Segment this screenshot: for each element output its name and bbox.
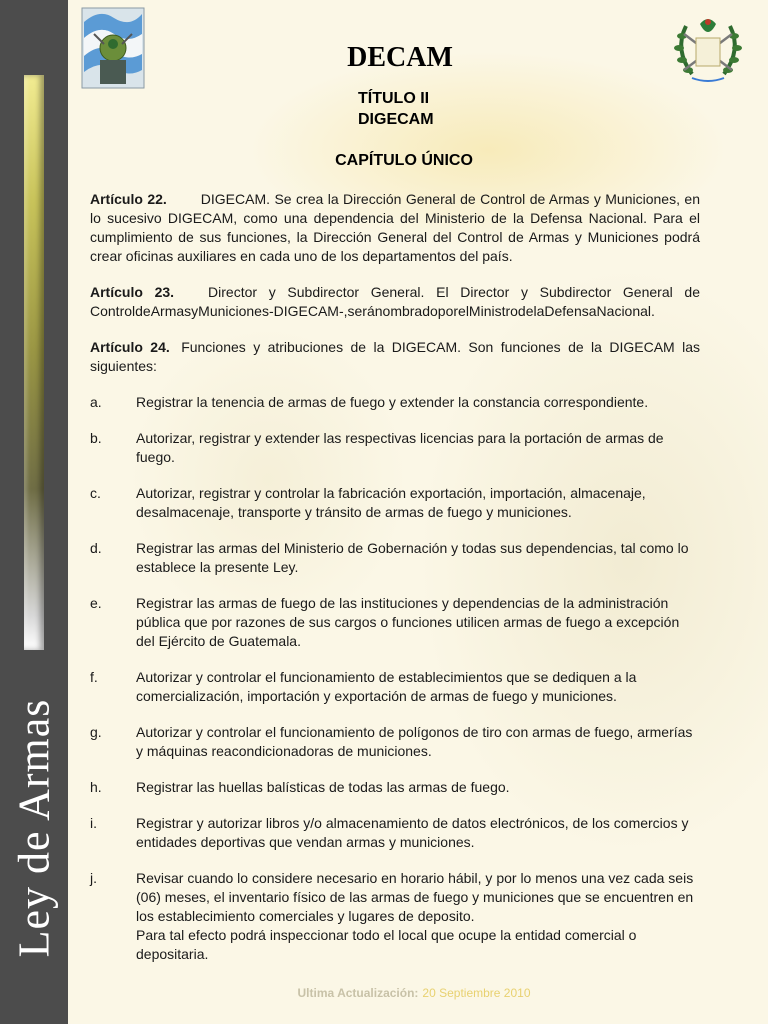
article-text: Funciones y atribuciones de la DIGECAM. Son funciones de la DIGECAM las siguientes: xyxy=(90,339,701,374)
list-text: Registrar la tenencia de armas de fuego y extender la constancia correspondiente. xyxy=(136,394,649,410)
list-text: Autorizar, registrar y extender las respectivas licencias para la portación de armas de fuego. xyxy=(136,430,664,465)
document-body xyxy=(90,190,700,981)
article-text: DIGECAM. Se crea la Dirección General de Control de Armas y Municiones, en lo sucesivo DIGECAM, como una dependencia del Ministerio de la Defensa Nacional. Para el cumplimiento de sus funciones, la Dirección General del Control de Armas y Municiones podrá crear oficinas auxiliares en cada uno de los departamentos del país. xyxy=(90,191,700,264)
list-letter: a. xyxy=(90,394,102,410)
list-text: Autorizar y controlar el funcionamiento de polígonos de tiro con armas de fuego, armerías y máquinas reacondicionadoras de municiones. xyxy=(136,724,693,759)
article-number: Artículo 23. xyxy=(90,284,175,300)
list-item xyxy=(90,393,700,412)
document-header: DECAM xyxy=(347,42,453,73)
footer-date: 20 Septiembre 2010 xyxy=(422,986,531,1000)
list-letter: h. xyxy=(90,779,102,795)
list-item xyxy=(90,778,700,797)
list-text: Autorizar, registrar y controlar la fabricación exportación, importación, almacenaje, desalmacenaje, transporte y tránsito de armas de fuego y municiones. xyxy=(136,485,646,520)
list-text: Registrar las armas de fuego de las instituciones y dependencias de la administración pública que por razones de sus cargos o funciones utilicen armas de fuego a excepción del Ejército de Guatemala. xyxy=(136,595,680,649)
article-number: Artículo 22. xyxy=(90,191,167,207)
functions-list xyxy=(90,393,700,964)
list-letter: e. xyxy=(90,595,102,611)
list-item xyxy=(90,484,700,522)
footer-label: Ultima Actualización: xyxy=(297,986,419,1000)
list-text: Registrar las huellas balísticas de todas las armas de fuego. xyxy=(136,779,510,795)
list-item xyxy=(90,594,700,651)
list-item xyxy=(90,814,700,852)
list-letter: d. xyxy=(90,540,102,556)
sidebar xyxy=(0,0,68,1024)
article-24 xyxy=(90,338,700,376)
article-22 xyxy=(90,190,700,266)
list-item xyxy=(90,668,700,706)
footer-update xyxy=(0,986,768,1000)
list-letter: f. xyxy=(90,669,98,685)
list-item xyxy=(90,429,700,467)
list-letter: b. xyxy=(90,430,102,446)
list-letter: g. xyxy=(90,724,102,740)
article-text: Director y Subdirector General. El Director y Subdirector General de ControldeArmasyMuniciones-DIGECAM-,seránombradoporelMinistrodelaDefensaNacional. xyxy=(90,284,700,319)
list-letter: c. xyxy=(90,485,101,501)
title-name: DIGECAM xyxy=(358,111,434,128)
chapter-heading: CAPÍTULO ÚNICO xyxy=(335,152,473,169)
list-letter: i. xyxy=(90,815,97,831)
list-item xyxy=(90,539,700,577)
title-heading xyxy=(358,88,434,130)
sidebar-title: Ley de Armas xyxy=(9,698,59,958)
sidebar-gradient-bar xyxy=(24,75,44,650)
list-item xyxy=(90,869,700,964)
list-text: Registrar las armas del Ministerio de Gobernación y todas sus dependencias, tal como lo establece la presente Ley. xyxy=(136,540,689,575)
list-letter: j. xyxy=(90,870,97,886)
list-text: Autorizar y controlar el funcionamiento de establecimientos que se dediquen a la comercialización, importación y exportación de armas de fuego y municiones. xyxy=(136,669,637,704)
flag-coat-of-arms-icon xyxy=(80,4,146,90)
list-text: Registrar y autorizar libros y/o almacenamiento de datos electrónicos, de los comercios y entidades deportivas que vendan armas y municiones. xyxy=(136,815,689,850)
article-23 xyxy=(90,283,700,321)
title-number: TÍTULO II xyxy=(358,90,430,107)
article-number: Artículo 24. xyxy=(90,339,170,355)
list-text xyxy=(136,869,700,964)
list-text-main: Revisar cuando lo considere necesario en horario hábil, y por lo menos una vez cada seis (06) meses, el inventario físico de las armas de fuego y municiones que se encuentren en los establecimiento comerciales y lugares de deposito. xyxy=(136,870,694,924)
list-text-continuation: Para tal efecto podrá inspeccionar todo el local que ocupe la entidad comercial o depositaria. xyxy=(136,927,637,962)
list-item xyxy=(90,723,700,761)
guatemala-coat-of-arms-icon xyxy=(670,12,746,86)
